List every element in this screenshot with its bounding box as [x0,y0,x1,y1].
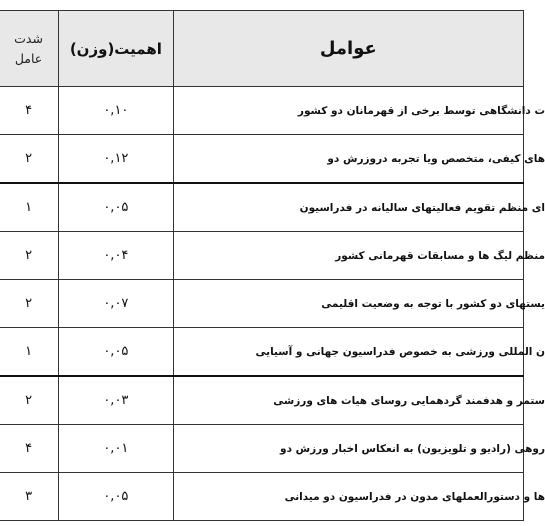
weight-cell: ۰,۰۵ [59,183,174,232]
table-row [0,87,524,135]
severity-cell: ۴ [0,87,59,135]
factor-cell [173,473,545,521]
header-severity-line1: شدت [14,30,43,46]
table-header-row [0,11,524,87]
factor-text: ت دانشگاهی توسط برخی از قهرمانان دو کشور [297,104,545,117]
table-row [0,280,524,328]
table-row [0,425,524,473]
weight-cell: ۰,۰۵ [59,473,174,521]
severity-cell: ۲ [0,135,59,184]
weight-cell: ۰,۰۴ [59,232,174,280]
severity-cell: ۱ [0,183,59,232]
table-row [0,328,524,377]
severity-cell: ۳ [0,473,59,521]
factors-table [0,10,545,521]
factor-text: های کیفی، متخصص ویا تجربه دروزرش دو [327,152,545,165]
factor-cell [173,232,545,280]
weight-cell: ۰,۰۵ [59,328,174,377]
weight-cell: ۰,۰۷ [59,280,174,328]
factor-text: یستهای دو کشور با توجه به وضعیت اقلیمی [321,297,545,310]
weight-cell: ۰,۱۲ [59,135,174,184]
factor-text: ستمر و هدفمند گردهمایی روسای هیات های ورزشی [273,394,545,407]
severity-cell: ۲ [0,376,59,425]
severity-cell: ۲ [0,232,59,280]
severity-cell: ۴ [0,425,59,473]
factor-cell [173,87,545,135]
factor-cell [173,376,545,425]
severity-cell: ۲ [0,280,59,328]
table-row [0,232,524,280]
factor-text: ن المللی ورزشی به خصوص فدراسیون جهانی و آسیایی [255,345,545,358]
factor-cell [173,183,545,232]
factor-cell [173,425,545,473]
header-factors: عوامل [173,11,523,87]
weight-cell: ۰,۰۳ [59,376,174,425]
factor-cell [173,328,545,377]
table-row [0,473,524,521]
factor-cell [173,135,545,184]
factor-text: ای منظم تقویم فعالیتهای سالیانه در فدراسیون [299,201,545,214]
factor-text: ها و دستورالعملهای مدون در فدراسیون دو میدانی [284,490,545,503]
weight-cell: ۰,۱۰ [59,87,174,135]
severity-cell: ۱ [0,328,59,377]
table-row [0,183,524,232]
factor-text: منظم لیگ ها و مسابقات قهرمانی کشور [335,249,545,262]
factor-text: روهی (رادیو و تلویزیون) به انعکاس اخبار ورزش دو [280,442,545,455]
header-weight: اهمیت(وزن) [59,11,174,87]
header-severity [0,11,59,87]
table-row [0,135,524,184]
weight-cell: ۰,۰۱ [59,425,174,473]
table-row [0,376,524,425]
header-severity-line2: عامل [14,50,43,66]
factor-cell [173,280,545,328]
